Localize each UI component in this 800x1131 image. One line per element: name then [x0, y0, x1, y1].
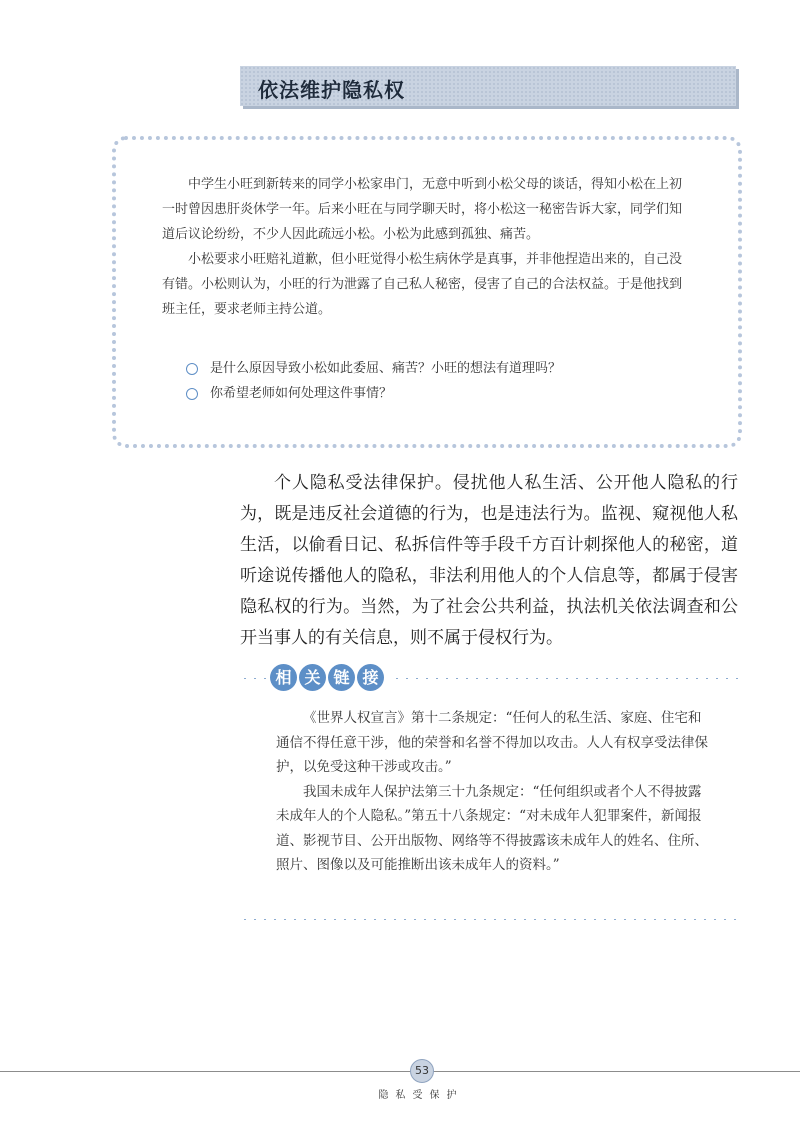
question-text: 是什么原因导致小松如此委屈、痛苦？小旺的想法有道理吗？ [210, 361, 562, 376]
related-link-title-char: 链 [328, 664, 355, 691]
related-link-title [270, 664, 384, 691]
question-item [186, 381, 706, 406]
related-link-title-char: 相 [270, 664, 297, 691]
related-link-paragraph: 我国未成年人保护法第三十九条规定：“任何组织或者个人不得披露未成年人的个人隐私。”第五十八条规定：“对未成年人犯罪案件，新闻报道、影视节目、公开出版物、网络等不得披露该未成年人的姓名、住所、照片、图像以及可能推断出该未成年人的资料。” [276, 783, 708, 873]
related-link-text [276, 706, 710, 878]
case-paragraph: 中学生小旺到新转来的同学小松家串门，无意中听到小松父母的谈话，得知小松在上初一时曾因患肝炎休学一年。后来小旺在与同学聊天时，将小松这一秘密告诉大家，同学们知道后议论纷纷，不少人因此疏远小松。小松为此感到孤独、痛苦。 [162, 177, 683, 242]
related-link-header [240, 664, 740, 692]
dotted-divider-right [392, 677, 738, 680]
case-text [162, 172, 684, 322]
dotted-divider-bottom [240, 918, 738, 921]
question-item [186, 356, 706, 381]
footer-rule [0, 1071, 800, 1072]
dotted-divider-left [240, 677, 266, 680]
related-link-title-char: 接 [357, 664, 384, 691]
main-body-text: 个人隐私受法律保护。侵扰他人私生活、公开他人隐私的行为，既是违反社会道德的行为，也是违法行为。监视、窥视他人私生活，以偷看日记、私拆信件等手段千方百计刺探他人的秘密，道听途说传播他人的隐私，非法利用他人的个人信息等，都属于侵害隐私权的行为。当然，为了社会公共利益，执法机关依法调查和公开当事人的有关信息，则不属于侵权行为。 [240, 473, 738, 648]
circle-bullet-icon [186, 388, 198, 400]
related-link-title-char: 关 [299, 664, 326, 691]
circle-bullet-icon [186, 363, 198, 375]
case-study-box [112, 136, 742, 448]
footer-chapter-title: 隐私受保护 [378, 1090, 464, 1101]
discussion-questions [186, 356, 706, 406]
question-text: 你希望老师如何处理这件事情？ [210, 386, 393, 401]
related-link-paragraph: 《世界人权宣言》第十二条规定：“任何人的私生活、家庭、住宅和通信不得任意干涉，他的荣誉和名誉不得加以攻击。人人有权享受法律保护，以免受这种干涉或攻击。” [276, 710, 708, 775]
page-number: 53 [410, 1059, 434, 1083]
section-header [240, 66, 736, 106]
case-paragraph: 小松要求小旺赔礼道歉，但小旺觉得小松生病休学是真事，并非他捏造出来的，自己没有错。小松则认为，小旺的行为泄露了自己私人秘密，侵害了自己的合法权益。于是他找到班主任，要求老师主持公道。 [162, 252, 683, 317]
section-title: 依法维护隐私权 [258, 78, 405, 102]
